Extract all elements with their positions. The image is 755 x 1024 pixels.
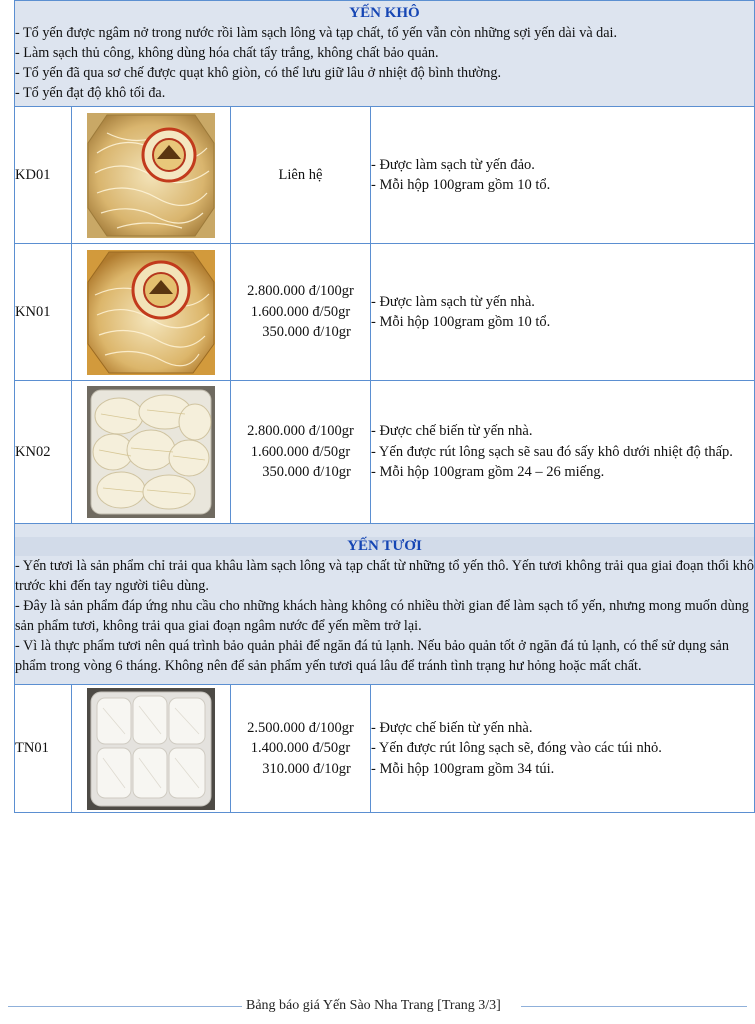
price-line: 310.000 đ/10gr <box>262 760 351 777</box>
section-text-line: - Tổ yến đã qua sơ chế được quạt khô giòn, có thể lưu giữ lâu ở nhiệt độ bình thường. <box>15 65 502 81</box>
section-text-line: - Tổ yến được ngâm nở trong nước rồi làm sạch lông và tạp chất, tổ yến vẫn còn những sợi yến dài và dai. <box>15 25 618 41</box>
product-description <box>371 685 755 813</box>
section-text-line: - Đây là sản phẩm đáp ứng nhu cầu cho những khách hàng không có nhiều thời gian để làm sạch tổ yến, nhưng mong muốn dùng sản phẩm tươi, không trải qua giai đoạn ngâm nước để yến mềm trở lại. <box>15 597 749 634</box>
description-line: - Được chế biến từ yến nhà. <box>371 423 533 440</box>
section-title: YẾN TƯƠI <box>15 537 754 556</box>
product-pieces-photo <box>87 386 215 518</box>
product-description <box>371 107 755 244</box>
product-code: KN02 <box>15 381 72 524</box>
section-text-line: - Vì là thực phẩm tươi nên quá trình bảo quản phải để ngăn đá tủ lạnh. Nếu bảo quản tốt ở ngăn đá tủ lạnh, có thể sử dụng sản phẩm trong vòng 6 tháng. Không nên để sản phẩm yến tươi quá lâu để tránh tình trạng hư hỏng hoặc mất chất. <box>15 637 729 674</box>
product-code: KD01 <box>15 107 72 244</box>
product-code: TN01 <box>15 685 72 813</box>
product-image-cell <box>72 244 231 381</box>
description-line: - Mỗi hộp 100gram gồm 10 tổ. <box>371 177 551 193</box>
price-line: 350.000 đ/10gr <box>262 324 351 341</box>
description-line: - Mỗi hộp 100gram gồm 34 túi. <box>371 760 555 777</box>
product-price <box>231 244 371 381</box>
section-text-line: - Yến tươi là sản phẩm chỉ trải qua khâu làm sạch lông và tạp chất từ những tổ yến thô. Yến tươi không trải qua giai đoạn thổi khô trước khi đến tay người tiêu dùng. <box>15 557 754 594</box>
footer-text: Bảng báo giá Yến Sào Nha Trang [Trang 3/3] <box>246 998 501 1013</box>
description-line: - Được chế biến từ yến nhà. <box>371 719 533 736</box>
description-line: - Yến được rút lông sạch sẽ sau đó sấy khô dưới nhiệt độ thấp. <box>371 443 733 460</box>
description-line: - Mỗi hộp 100gram gồm 24 – 26 miếng. <box>371 464 605 481</box>
description-line: - Yến được rút lông sạch sẽ, đóng vào các túi nhỏ. <box>371 740 662 757</box>
product-bags-photo <box>87 688 215 810</box>
price-table <box>14 0 755 813</box>
product-description <box>371 244 755 381</box>
fresh-section-header <box>15 524 755 685</box>
product-price <box>231 107 371 244</box>
product-box-photo <box>87 250 215 375</box>
description-line: - Mỗi hộp 100gram gồm 10 tổ. <box>371 314 551 330</box>
price-line: Liên hệ <box>278 166 323 183</box>
page-footer <box>0 996 755 1018</box>
product-description <box>371 381 755 524</box>
price-line: 1.600.000 đ/50gr <box>250 303 351 320</box>
product-image-cell <box>72 107 231 244</box>
section-text-line: - Tổ yến đạt độ khô tối đa. <box>15 85 166 101</box>
table-row <box>15 244 755 381</box>
product-price <box>231 381 371 524</box>
product-image-cell <box>72 685 231 813</box>
price-line: 2.800.000 đ/100gr <box>247 423 354 440</box>
product-code: KN01 <box>15 244 72 381</box>
price-line: 1.400.000 đ/50gr <box>250 740 351 757</box>
price-line: 1.600.000 đ/50gr <box>250 443 351 460</box>
product-box-photo <box>87 113 215 238</box>
table-row <box>15 381 755 524</box>
price-line: 350.000 đ/10gr <box>262 464 351 481</box>
section-text-line: - Làm sạch thủ công, không dùng hóa chất tẩy trắng, không chất bảo quản. <box>15 45 439 61</box>
table-row <box>15 685 755 813</box>
section-title: YẾN KHÔ <box>349 5 420 21</box>
footer-rule-right <box>521 1006 747 1007</box>
table-row <box>15 107 755 244</box>
product-price <box>231 685 371 813</box>
price-line: 2.800.000 đ/100gr <box>247 283 354 300</box>
footer-rule-left <box>8 1006 242 1007</box>
description-line: - Được làm sạch từ yến đảo. <box>371 156 535 173</box>
price-list-page <box>14 0 754 813</box>
description-line: - Được làm sạch từ yến nhà. <box>371 293 535 310</box>
price-line: 2.500.000 đ/100gr <box>247 719 354 736</box>
dry-section-header <box>15 1 755 107</box>
product-image-cell <box>72 381 231 524</box>
